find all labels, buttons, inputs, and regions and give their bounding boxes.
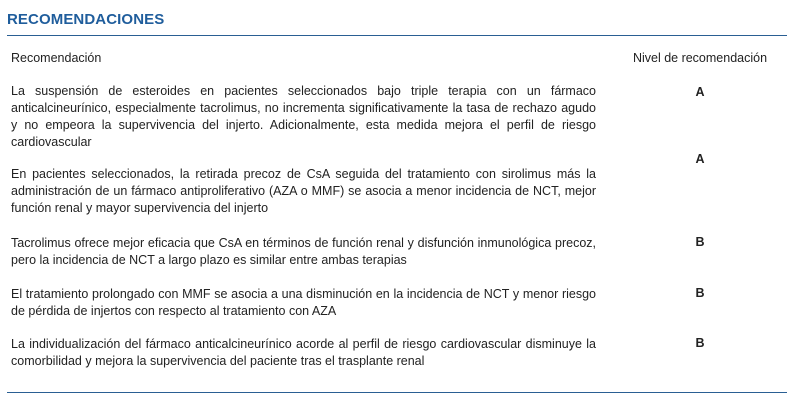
recommendation-level: B (695, 235, 705, 249)
recommendation-text: En pacientes seleccionados, la retirada precoz de CsA seguida del tratamiento con sirolimus más la administración de un fármaco antiproliferativo (AZA o MMF) se asocia a menor incidencia de NCT, mejor función renal y mayor supervivencia del injerto (11, 167, 596, 215)
recommendation-level: B (695, 336, 705, 350)
recommendation-text: Tacrolimus ofrece mejor eficacia que CsA en términos de función renal y disfunción inmunológica precoz, pero la incidencia de NCT a largo plazo es similar entre ambas terapias (11, 236, 596, 267)
bottom-divider (7, 392, 787, 393)
recommendation-text: El tratamiento prolongado con MMF se asocia a una disminución en la incidencia de NCT y menor riesgo de pérdida de injertos con respecto al tratamiento con AZA (11, 287, 596, 318)
recommendation-text: La individualización del fármaco anticalcineurínico acorde al perfil de riesgo cardiovascular disminuye la comorbilidad y mejora la supervivencia del paciente tras el trasplante renal (11, 337, 596, 368)
recommendation-text: La suspensión de esteroides en pacientes seleccionados bajo triple terapia con un fármaco anticalcineurínico, especialmente tacrolimus, no incrementa significativamente la tasa de rechazo agudo y no empeora la supervivencia del injerto. Adicionalmente, esta medida mejora el perfil de riesgo cardiovascular (11, 84, 596, 149)
top-divider (7, 35, 787, 36)
recommendation-level: A (695, 152, 705, 166)
column-header-recommendation: Recomendación (11, 51, 102, 65)
section-title: RECOMENDACIONES (7, 11, 165, 28)
column-header-level: Nivel de recomendación (632, 51, 768, 65)
recommendation-level: A (695, 85, 705, 99)
recommendation-level: B (695, 286, 705, 300)
